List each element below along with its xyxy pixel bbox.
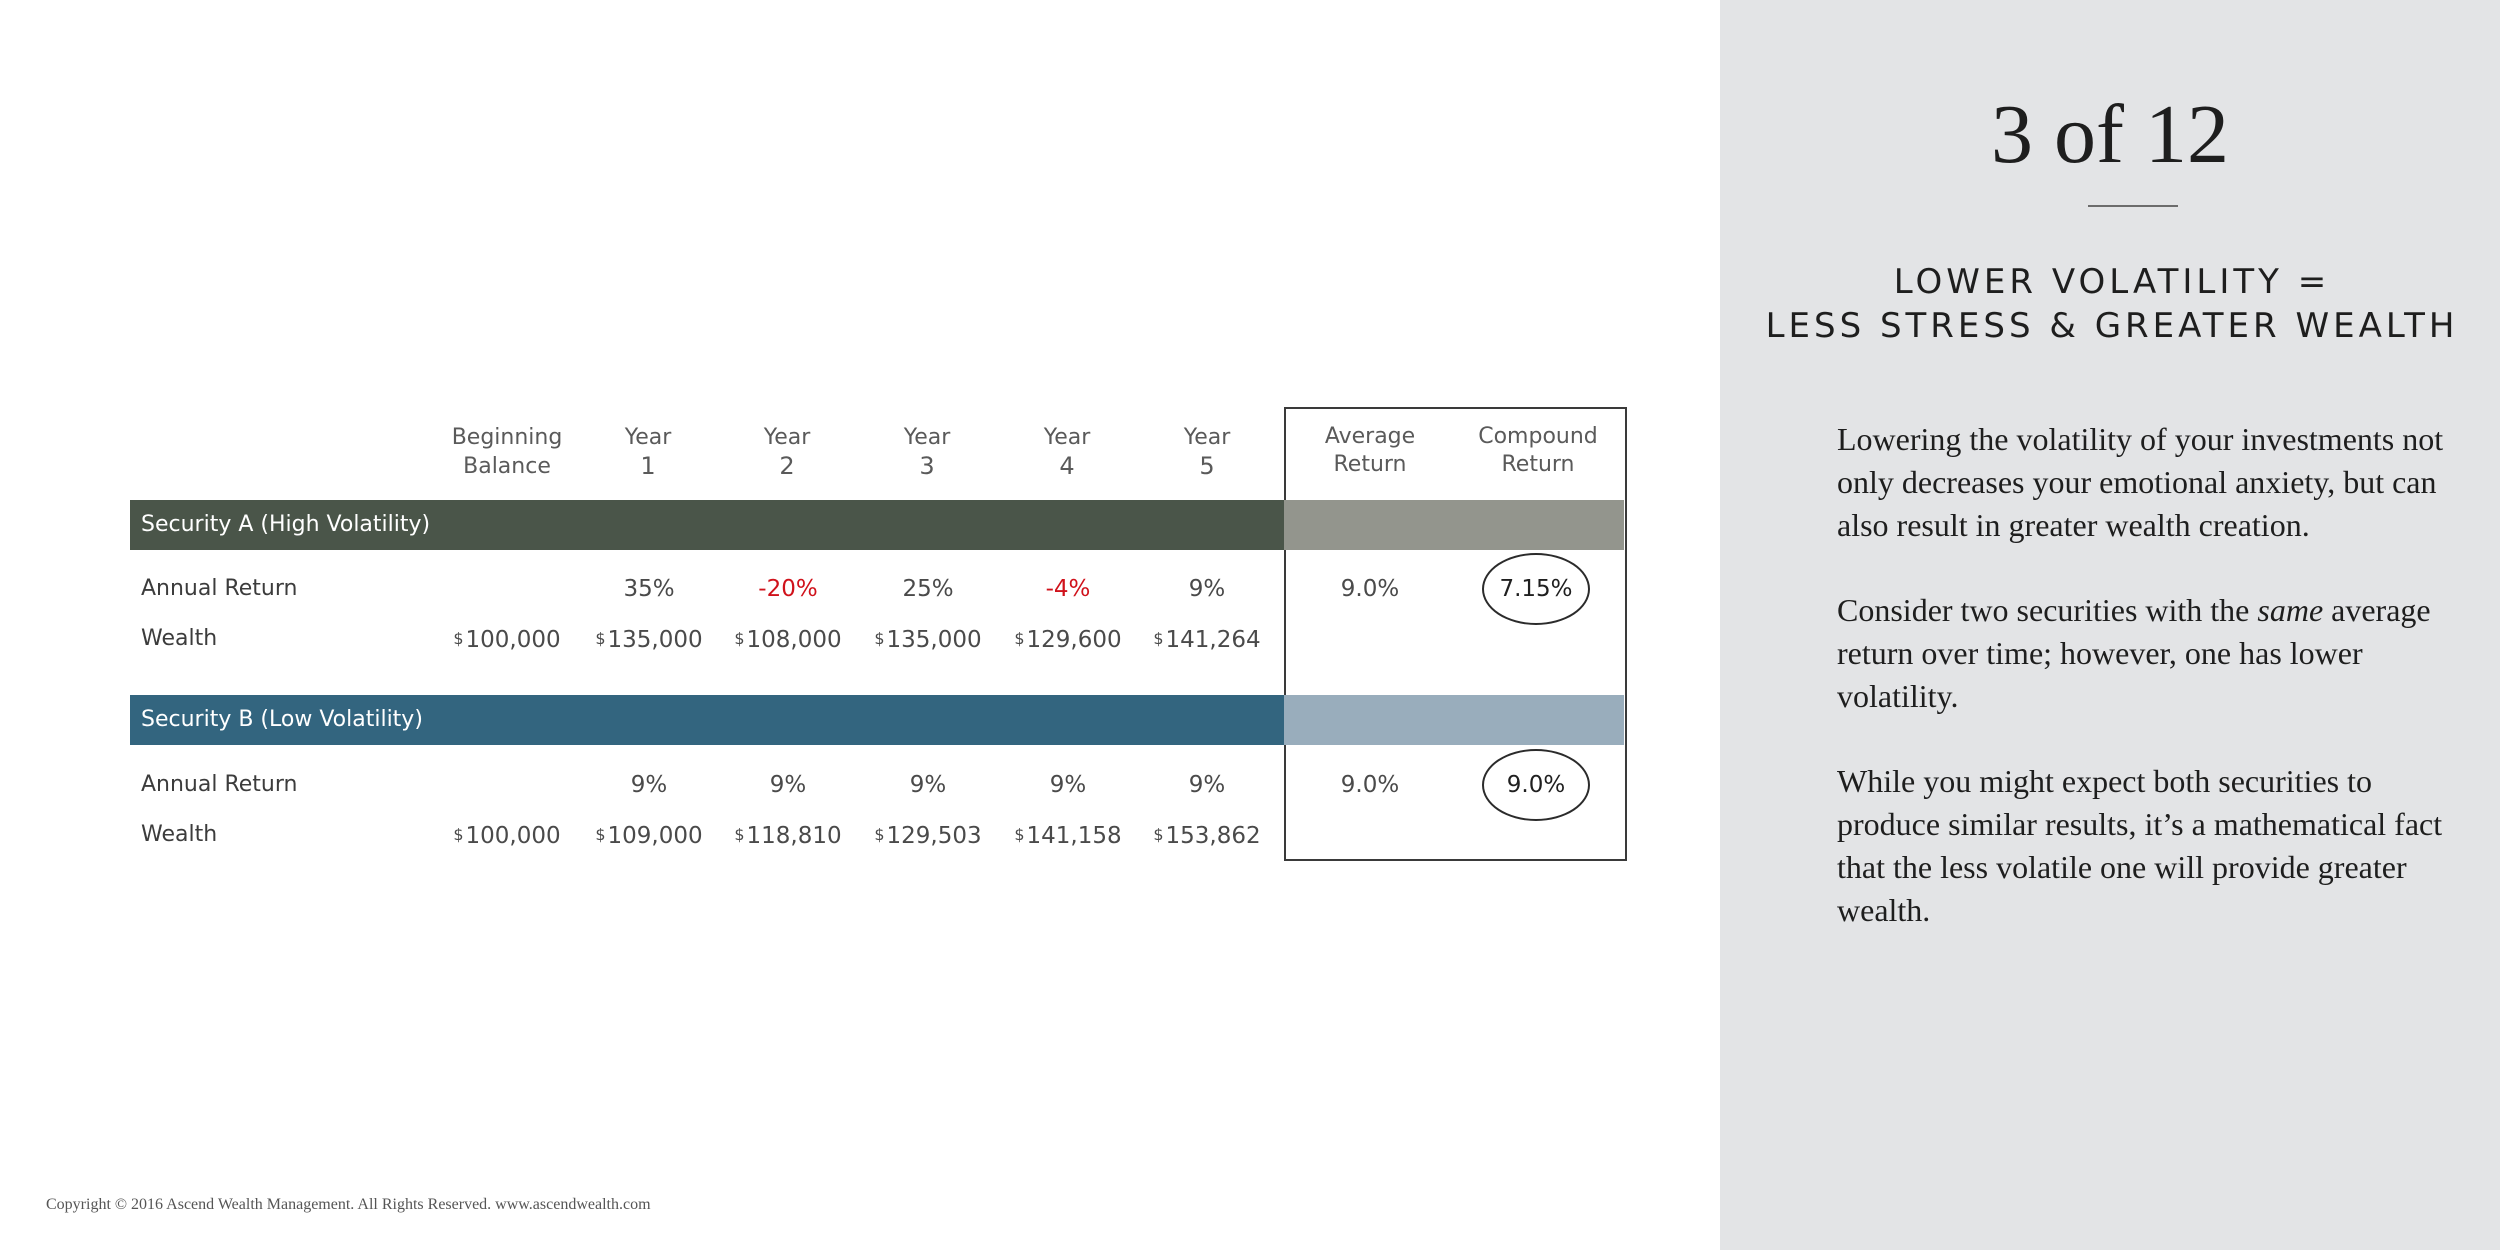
currency-symbol: $ bbox=[595, 629, 606, 648]
header-year-2 bbox=[722, 423, 852, 481]
security-b-wealth-year-4 bbox=[998, 820, 1138, 851]
side-panel bbox=[1720, 0, 2500, 1250]
security-a-annual-return-label: Annual Return bbox=[141, 576, 298, 601]
currency-symbol: $ bbox=[874, 825, 885, 844]
paragraph-3: While you might expect both securities to produce similar results, it’s a mathematical fact that the less volatile one will provide greater wealth. bbox=[1837, 763, 2443, 928]
security-b-annual-year-5: 9% bbox=[1188, 772, 1226, 798]
header-text: Year bbox=[1043, 425, 1091, 450]
header-beginning-balance bbox=[442, 423, 572, 481]
panel-title-line-1: LOWER VOLATILITY = bbox=[1893, 262, 2331, 302]
currency-symbol: $ bbox=[1014, 825, 1025, 844]
wealth-value: 129,600 bbox=[1026, 627, 1122, 653]
wealth-value: 141,264 bbox=[1165, 627, 1261, 653]
security-a-annual-year-3: 25% bbox=[902, 576, 954, 602]
header-text: Year bbox=[624, 425, 672, 450]
security-b-annual-year-3: 9% bbox=[909, 772, 947, 798]
security-a-average-return: 9.0% bbox=[1340, 576, 1400, 602]
header-text: 2 bbox=[779, 452, 795, 480]
header-year-4 bbox=[1002, 423, 1132, 481]
panel-title bbox=[1567, 260, 2500, 348]
security-a-annual-year-2: -20% bbox=[758, 576, 818, 602]
wealth-value: 118,810 bbox=[746, 823, 842, 849]
security-b-wealth-year-3 bbox=[858, 820, 998, 851]
security-b-band-returns bbox=[1284, 695, 1624, 745]
security-a-band-returns bbox=[1284, 500, 1624, 550]
paragraph-2-emphasis: same bbox=[2257, 592, 2324, 628]
header-text: Compound bbox=[1478, 424, 1598, 449]
header-text: 5 bbox=[1199, 452, 1215, 480]
security-b-wealth-year-2 bbox=[718, 820, 858, 851]
header-text: Beginning bbox=[451, 425, 563, 450]
security-a-wealth-year-3 bbox=[858, 624, 998, 655]
currency-symbol: $ bbox=[453, 629, 464, 648]
paragraph-2 bbox=[1837, 589, 2477, 718]
security-b-wealth-label: Wealth bbox=[141, 822, 218, 847]
paragraph-1: Lowering the volatility of your investments not only decreases your emotional anxiety, but can also result in greater wealth creation. bbox=[1837, 421, 2444, 543]
security-a-wealth-year-4 bbox=[998, 624, 1138, 655]
security-a-annual-year-5: 9% bbox=[1188, 576, 1226, 602]
security-a-wealth-year-5 bbox=[1137, 624, 1277, 655]
header-text: Return bbox=[1501, 452, 1575, 477]
currency-symbol: $ bbox=[1014, 629, 1025, 648]
currency-symbol: $ bbox=[453, 825, 464, 844]
currency-symbol: $ bbox=[1153, 825, 1164, 844]
security-b-annual-year-4: 9% bbox=[1049, 772, 1087, 798]
currency-symbol: $ bbox=[874, 629, 885, 648]
wealth-value: 100,000 bbox=[465, 823, 561, 849]
security-b-compound-return: 9.0% bbox=[1482, 749, 1590, 821]
security-a-annual-year-1: 35% bbox=[623, 576, 675, 602]
panel-title-line-2: LESS STRESS & GREATER WEALTH bbox=[1765, 306, 2459, 346]
wealth-value: 129,503 bbox=[886, 823, 982, 849]
security-b-annual-year-2: 9% bbox=[769, 772, 807, 798]
header-text: Year bbox=[903, 425, 951, 450]
wealth-value: 108,000 bbox=[746, 627, 842, 653]
security-b-wealth-year-5 bbox=[1137, 820, 1277, 851]
security-b-annual-year-1: 9% bbox=[630, 772, 668, 798]
paragraph-2-text: Consider two securities with the bbox=[1837, 592, 2258, 628]
wealth-value: 100,000 bbox=[465, 627, 561, 653]
header-text: Year bbox=[763, 425, 811, 450]
currency-symbol: $ bbox=[1153, 629, 1164, 648]
header-text: Year bbox=[1183, 425, 1231, 450]
paragraph-2-text-end: average return over time; however, one has lower volatility. bbox=[1837, 592, 2431, 714]
wealth-value: 135,000 bbox=[607, 627, 703, 653]
security-b-annual-return-label: Annual Return bbox=[141, 772, 298, 797]
slide-counter: 3 of 12 bbox=[1991, 88, 2229, 181]
security-a-wealth-beginning bbox=[437, 624, 577, 655]
divider bbox=[2088, 205, 2178, 207]
security-a-wealth-label: Wealth bbox=[141, 626, 218, 651]
currency-symbol: $ bbox=[734, 825, 745, 844]
wealth-value: 109,000 bbox=[607, 823, 703, 849]
security-a-wealth-year-1 bbox=[579, 624, 719, 655]
wealth-value: 135,000 bbox=[886, 627, 982, 653]
header-year-1 bbox=[583, 423, 713, 481]
header-year-3 bbox=[862, 423, 992, 481]
header-text: Average bbox=[1324, 424, 1416, 449]
header-text: 3 bbox=[919, 452, 935, 480]
currency-symbol: $ bbox=[595, 825, 606, 844]
security-a-compound-return: 7.15% bbox=[1482, 553, 1590, 625]
wealth-value: 153,862 bbox=[1165, 823, 1261, 849]
currency-symbol: $ bbox=[734, 629, 745, 648]
security-b-average-return: 9.0% bbox=[1340, 772, 1400, 798]
header-text: Return bbox=[1333, 452, 1407, 477]
security-a-wealth-year-2 bbox=[718, 624, 858, 655]
header-year-5 bbox=[1142, 423, 1272, 481]
header-text: 4 bbox=[1059, 452, 1075, 480]
security-a-band: Security A (High Volatility) bbox=[130, 500, 1284, 550]
security-a-annual-year-4: -4% bbox=[1045, 576, 1091, 602]
copyright-notice: Copyright © 2016 Ascend Wealth Management. All Rights Reserved. www.ascendwealth.com bbox=[46, 1196, 651, 1213]
header-text: 1 bbox=[640, 452, 656, 480]
security-b-band: Security B (Low Volatility) bbox=[130, 695, 1284, 745]
header-text: Balance bbox=[463, 454, 551, 479]
security-b-wealth-year-1 bbox=[579, 820, 719, 851]
wealth-value: 141,158 bbox=[1026, 823, 1122, 849]
security-b-wealth-beginning bbox=[437, 820, 577, 851]
